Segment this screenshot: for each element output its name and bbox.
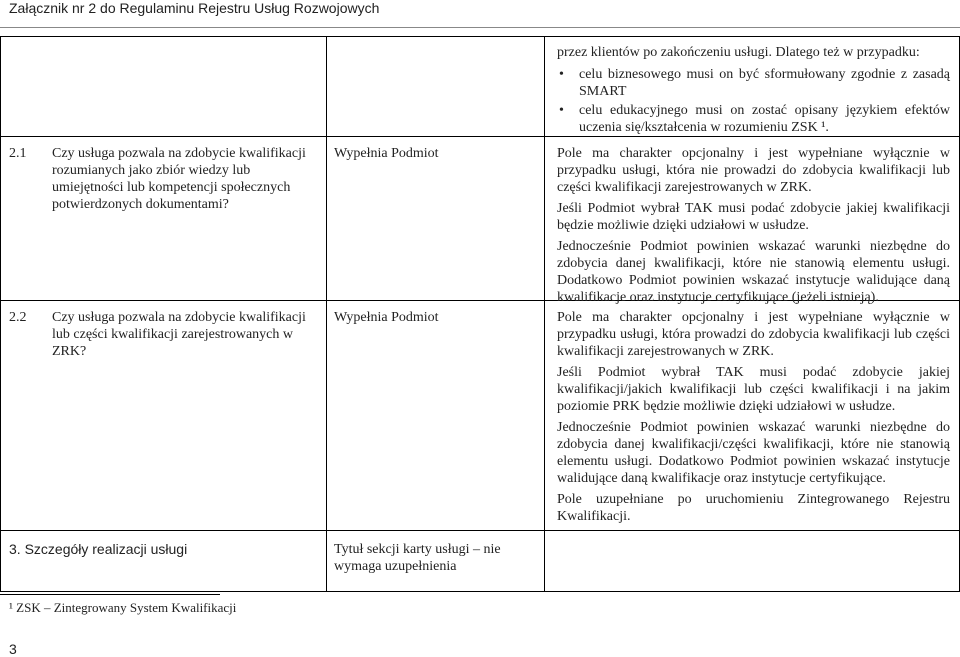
table-divider-2 [544,36,545,592]
footnote-divider [0,594,220,595]
row-divider-3 [0,530,960,531]
description-paragraph: Jeśli Podmiot wybrał TAK musi podać zdobycie jakiej kwalifikacji/jakich kwalifikacji lub części kwalifikacji i na jakim poziomie PRK będzie możliwie dzięki udziałowi w usłudze. [557,365,950,414]
section-3-note: Tytuł sekcji karty usługi – nie wymaga uzupełnienia [334,542,501,574]
description-paragraph: Jednocześnie Podmiot powinien wskazać warunki niezbędne do zdobycia danej kwalifikacji/części kwalifikacji, które nie stanowią elementu usługi. Dodatkowo Podmiot powinien wskazać instytucje walidujące daną kwalifikacje oraz instytucje certyfikujące. [557,420,950,486]
description-paragraph: Pole ma charakter opcjonalny i jest wypełniane wyłącznie w przypadku usługi, która prowadzi do zdobycia kwalifikacji lub części kwalifikacji zarejestrowanych w ZRK. [557,310,950,359]
footnote: ¹ ZSK – Zintegrowany System Kwalifikacji [9,600,237,615]
requirements-table [0,36,960,592]
bullet-item: • celu edukacyjnego musi on zostać opisany językiem efektów uczenia się/kształcenia w rozumieniu ZSK ¹. [557,102,950,136]
description-paragraph: Pole ma charakter opcjonalny i jest wypełniane wyłącznie w przypadku usługi, która nie prowadzi do zdobycia kwalifikacji lub części kwalifikacji zarejestrowanych w ZRK. [557,146,950,195]
bullet-item: • celu biznesowego musi on być sformułowany zgodnie z zasadą SMART [557,66,950,100]
row-description [557,309,950,529]
description-paragraph: Jednocześnie Podmiot powinien wskazać warunki niezbędne do zdobycia danej kwalifikacji, które nie stanowią elementu usługi. Dodatkowo Podmiot powinien wskazać instytucje walidujące daną kwalifikacje oraz instytucje certyfikujące (jeżeli istnieją). [557,239,950,305]
table-border-top [0,36,960,37]
description-paragraph: Jeśli Podmiot wybrał TAK musi podać zdobycie jakiej kwalifikacji będzie możliwie dzięki udziałowi w usłudze. [557,201,950,233]
row-filler: Wypełnia Podmiot [334,146,439,161]
table-border-bottom [0,591,960,592]
document-header: Załącznik nr 2 do Regulaminu Rejestru Usług Rozwojowych [9,0,380,16]
row-number: 2.1 [9,146,27,161]
row-number: 2.2 [9,310,27,325]
header-divider [0,27,960,28]
row-filler: Wypełnia Podmiot [334,310,439,325]
row-description [557,145,950,310]
row-question: Czy usługa pozwala na zdobycie kwalifikacji rozumianych jako zbiór wiedzy lub umiejętności lub kompetencji społecznych potwierdzonych dokumentami? [52,146,306,212]
row-question: Czy usługa pozwala na zdobycie kwalifikacji lub części kwalifikacji zarejestrowanych w ZRK? [52,310,306,359]
goal-bullet-list [557,66,950,138]
table-border-left [0,36,1,592]
table-divider-1 [326,36,327,592]
description-paragraph: Pole uzupełniane po uruchomieniu Zintegrowanego Rejestru Kwalifikacji. [557,492,950,524]
page-number: 3 [9,641,17,657]
section-3-heading: 3. Szczegóły realizacji usługi [9,541,188,557]
continuation-text: przez klientów po zakończeniu usługi. Dlatego też w przypadku: [557,45,920,60]
